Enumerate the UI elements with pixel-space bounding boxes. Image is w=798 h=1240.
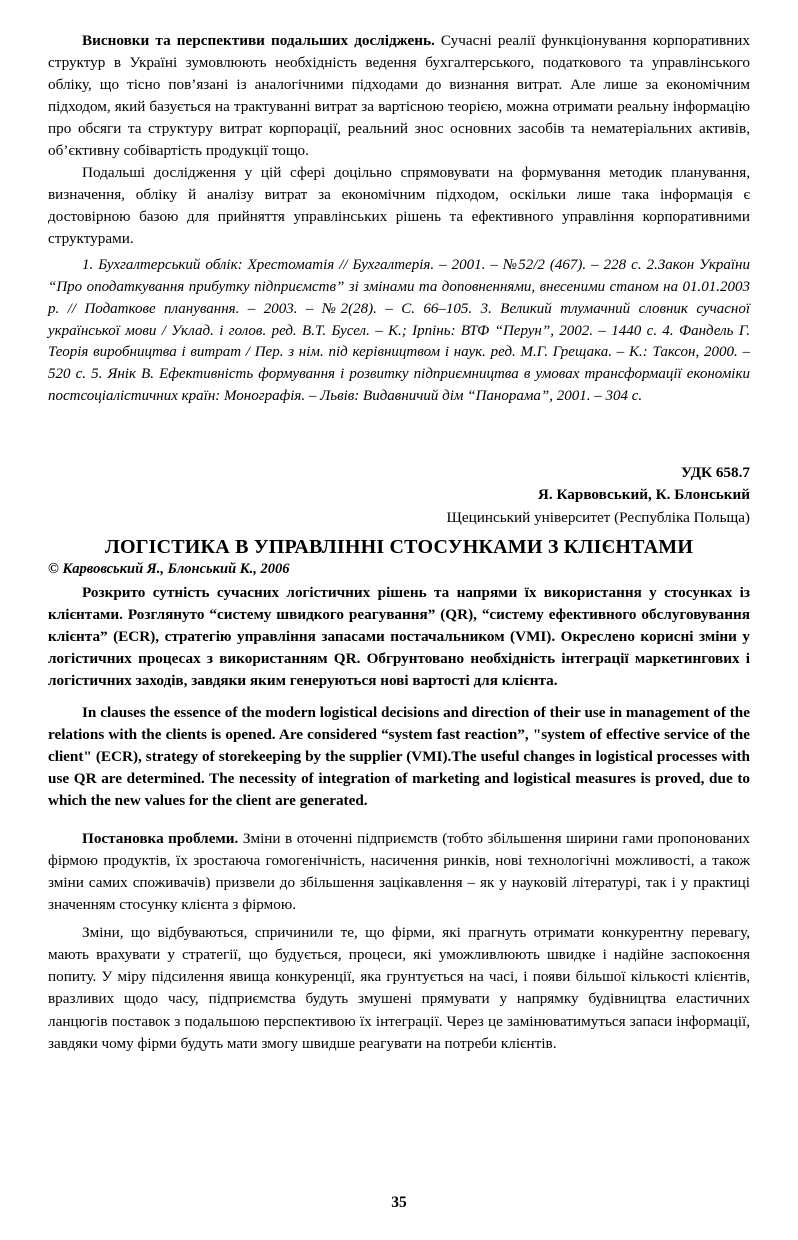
conclusions-heading: Висновки та перспективи подальших досліджень. [82, 32, 435, 49]
problem-statement-text: Зміни в оточенні підприємств (тобто збільшення ширини гами пропонованих фірмою продуктів, їх зростаюча гомогенічність, насичення ринків, нові технологічні можливості, а також зміни самих споживачів) призвели до збільшення зацікавлення – як у науковій літературі, так і у практиці значенням стосунку клієнта з фірмою. [48, 830, 750, 914]
article-title: ЛОГІСТИКА В УПРАВЛІННІ СТОСУНКАМИ З КЛІЄНТАМИ [104, 535, 694, 558]
page-number: 35 [391, 1194, 407, 1211]
article-affiliation: Щецинський університет (Республіка Польща) [446, 509, 750, 527]
conclusions-paragraph-2: Подальші дослідження у цій сфері доцільно спрямовувати на формування методик планування, визначення, обліку й аналізу витрат за економічним підходом, оскільки лише така інформація є достовірною базою для прийняття управлінських рішень та ефективного управління корпоративними структурами. [48, 164, 750, 248]
article-copyright: © Карвовський Я., Блонський К., 2006 [48, 560, 290, 577]
udk-code: УДК 658.7 [680, 463, 750, 481]
conclusions-paragraph-1: Сучасні реалії функціонування корпоративних структур в Україні зумовлюють необхідність ведення бухгалтерського, податкового та управлінського обліку, що тісно пов’язані із аналогічними підходами до визнання витрат. Але лише за економічним підходом, який базується на трактуванні витрат за вартісною теорією, можна отримати реальну інформацію про обсяги та структуру витрат корпорації, реальний знос основних засобів та нематеріальних активів, об’єктивну собівартість продукції тощо. [48, 32, 750, 160]
abstract-english: In clauses the essence of the modern logistical decisions and direction of their use in management of the relations with the clients is opened. Are considered “system fast reaction”, "system of effective service of the client" (ECR), strategy of storekeeping by the supplier (VMI).The useful changes in logistical processes with use QR are determined. The necessity of integration of marketing and logistical measures is proved, due to which the new values for the client are generated. [48, 704, 750, 810]
spacer [48, 692, 750, 702]
article-authors: Я. Карвовський, К. Блонський [537, 486, 750, 504]
body-paragraph: Зміни, що відбуваються, спричинили те, що фірми, які прагнуть отримати конкурентну перевагу, мають врахувати у стратегії, що будується, процеси, які уможливлюють швидке і надійне заспокоєння попиту. У міру підсилення явища конкуренції, яка грунтується на часі, і появи більшої кількості клієнтів, вразливих щодо часу, підприємства будуть змушені прямувати у напрямку будівництва еластичних ланцюгів поставок з подальшою перспективою їх інтеграції. Через це замінюватимуться запаси інформації, завдяки чому фірми будуть мати змогу швидше реагувати на потреби клієнтів. [48, 924, 750, 1052]
references-list: 1. Бухгалтерський облік: Хрестоматія // Бухгалтерія. – 2001. – №52/2 (467). – 228 с. 2.Закон України “Про оподаткування прибутку підприємств” зі змінами та доповненнями, внесеними станом на 01.01.2003 р. // Податкове планування. – 2003. – №2(28). – С. 66–105. 3. Великий тлумачний словник сучасної української мови / Уклад. і голов. ред. В.Т. Бусел. – К.; Ірпінь: ВТФ “Перун”, 2002. – 1440 с. 4. Фандель Г. Теорія виробництва і витрат / Пер. з нім. під керівництвом і наук. ред. М.Г. Грещака. – К.: Таксон, 2000. – 520 с. 5. Янік В. Ефективність формування і розвитку підприємництва в умовах трансформації економіки постсоціалістичних країн: Монографія. – Львів: Видавничий дім “Панорама”, 2001. – 304 с. [48, 257, 750, 404]
conclusions-paragraph [48, 30, 750, 162]
abstract-ukrainian: Розкрито сутність сучасних логістичних рішень та напрями їх використання у стосунках із клієнтами. Розглянуто “систему швидкого реагування” (QR), “систему ефективного обслуговування клієнта” (ECR), стратегію управління запасами постачальником (VMI). Окреслено корисні зміни у логістичних процесах з використанням QR. Обгрунтовано необхідність інтеграції маркетингових і логістичних заходів, завдяки яким генеруються нові вартості для клієнта. [48, 583, 750, 690]
problem-statement-heading: Постановка проблеми. [82, 830, 239, 848]
problem-statement-paragraph [48, 828, 750, 916]
section-spacer [48, 408, 750, 462]
spacer [48, 812, 750, 822]
